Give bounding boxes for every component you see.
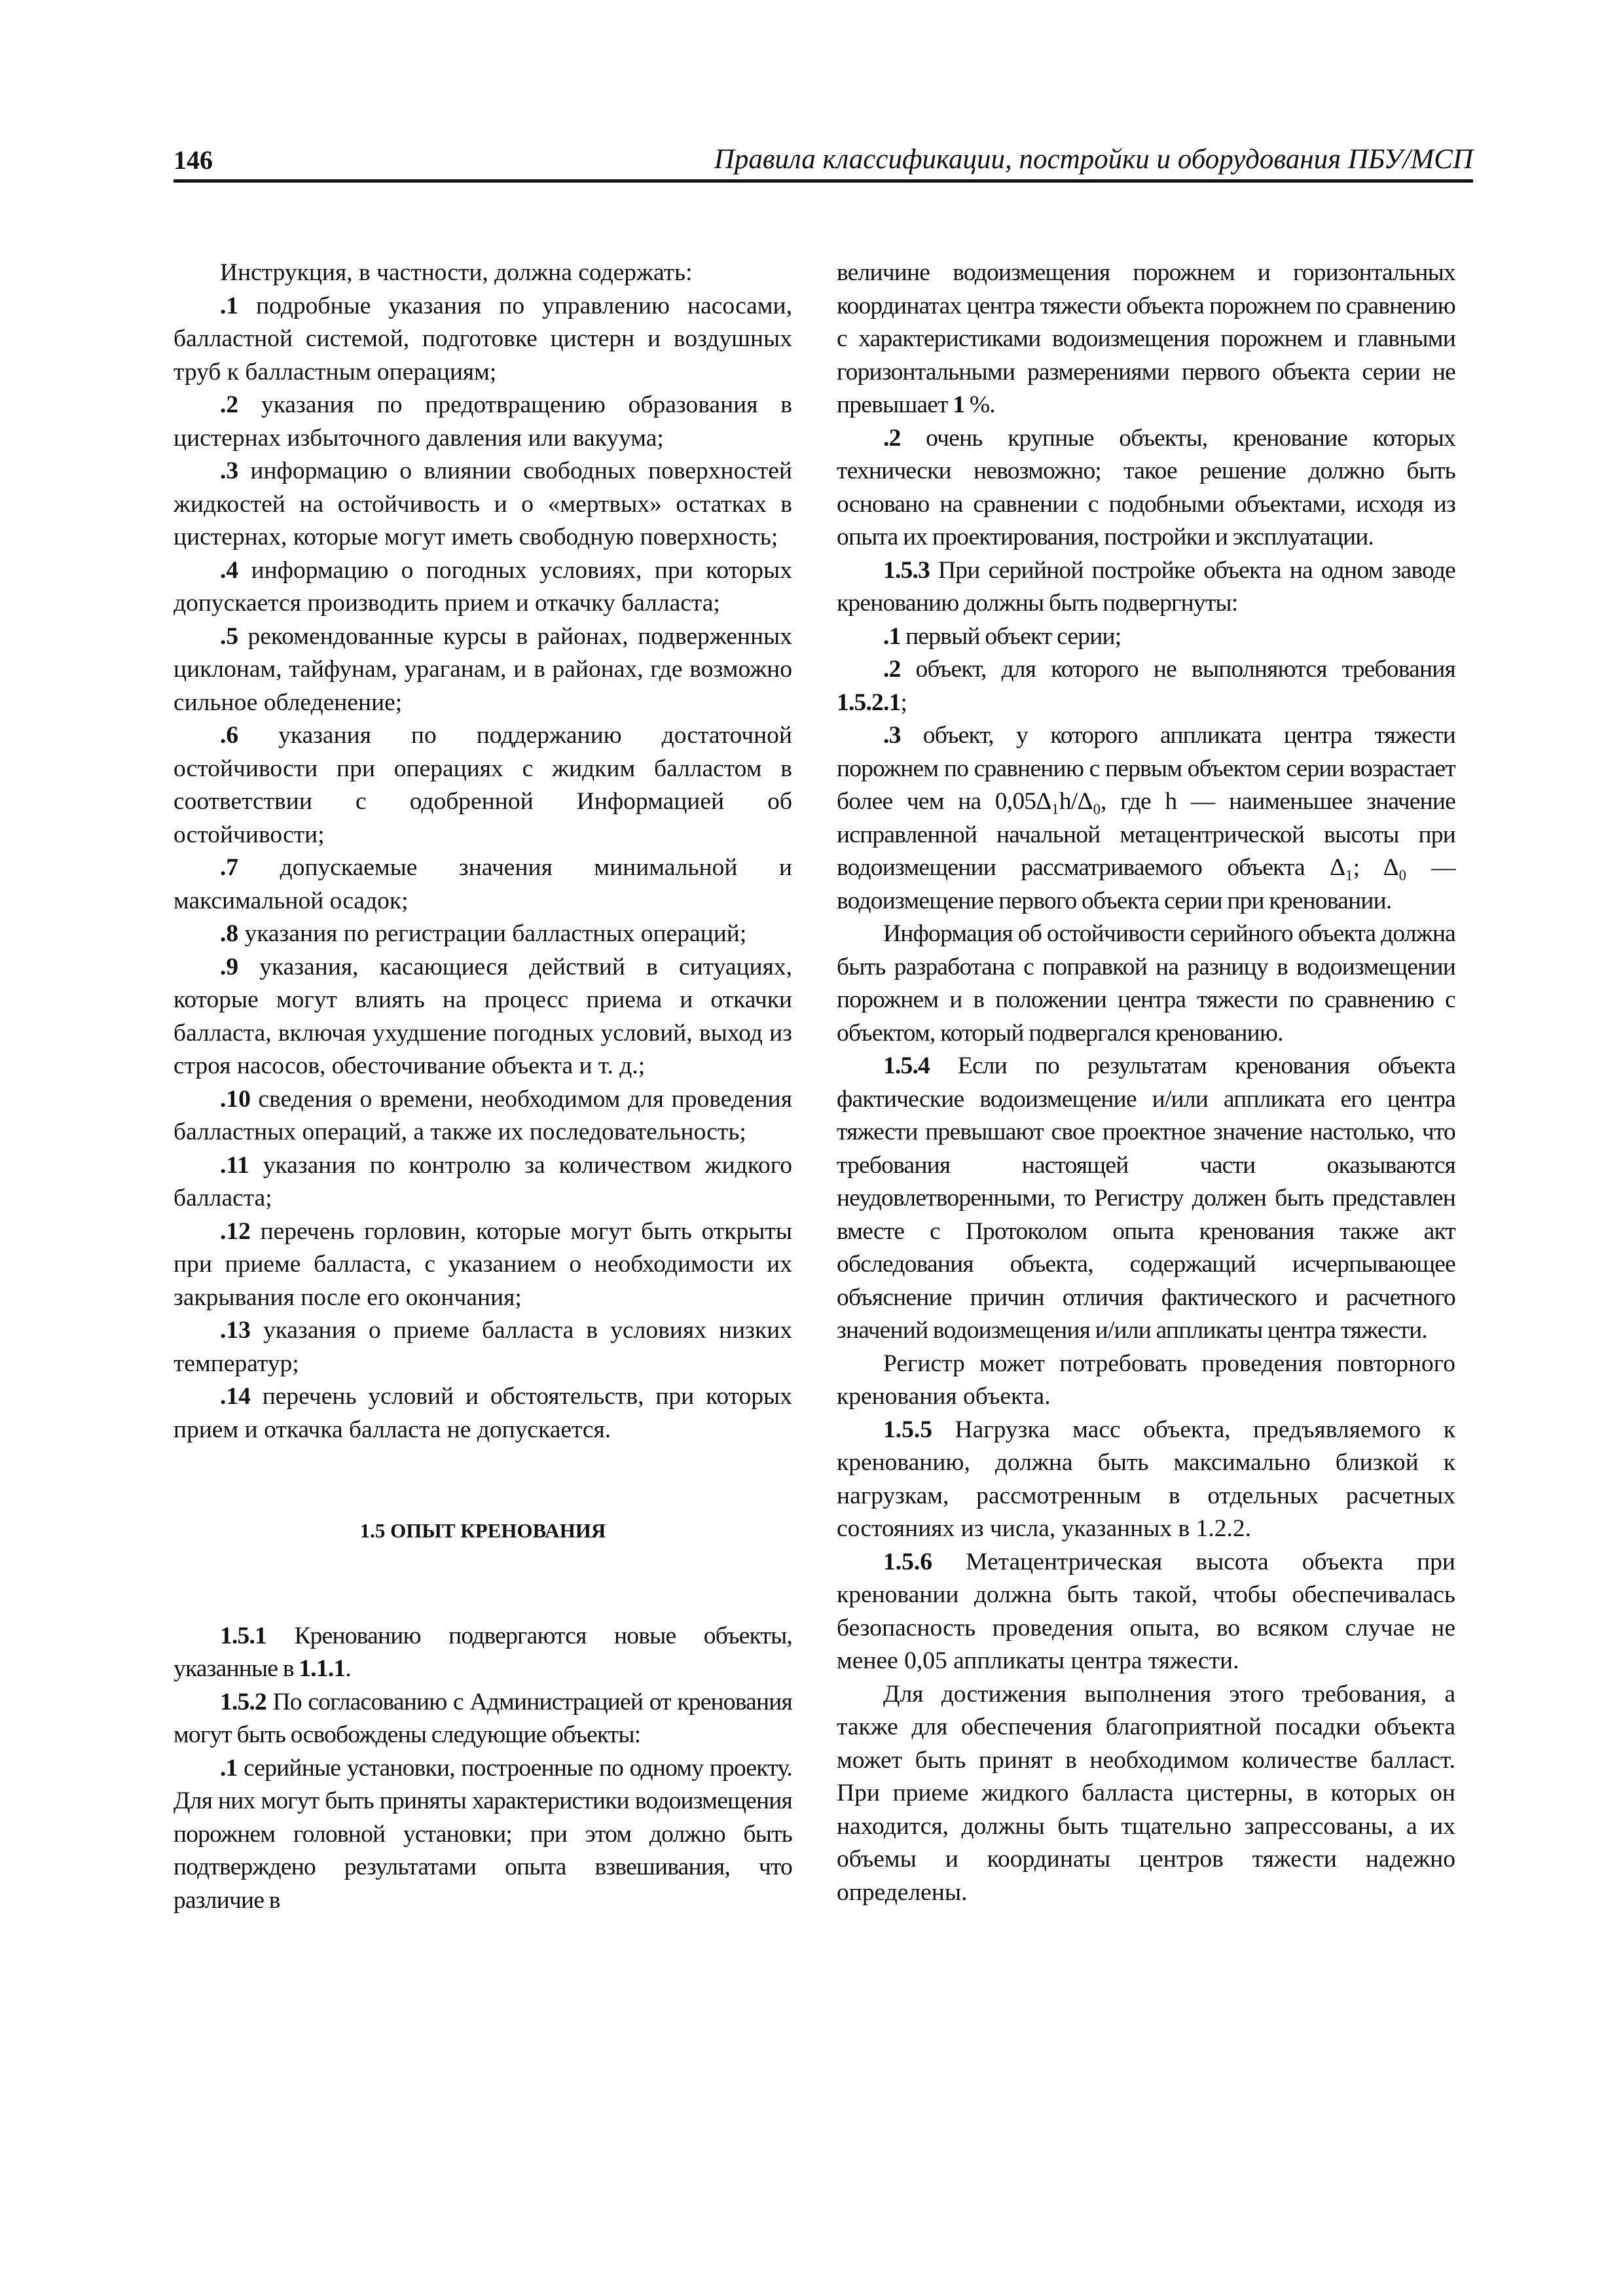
clause-text: Если по результатам кренования объекта фактические водоизмещение и/или аппликата его центра тяжести превышают свое проектное значение настолько, что требования настоящей части оказываются неудовлетворенными, то Регистру должен быть представлен вместе с Протоколом опыта кренования также акт обследования объекта, содержащий исчерпывающее объяснение причин отличия фактического и расчетного значений водоизмещения и/или аппликаты центра тяжести. <box>837 1052 1455 1344</box>
list-item <box>173 1083 792 1149</box>
list-item <box>173 620 792 720</box>
continuation-text: величине водоизмещения порожнем и горизонтальных координатах центра тяжести объекта порожнем по сравнению с характеристиками водоизмещения порожнем и главными горизонтальными размерениями первого объекта серии не превышает <box>837 259 1455 418</box>
item-text: указания по регистрации балластных операций; <box>238 920 747 947</box>
item-text-end: ; <box>900 689 907 716</box>
item-number: .4 <box>220 556 239 584</box>
paragraph-1-5-3 <box>837 554 1455 620</box>
list-item <box>173 1149 792 1215</box>
item-number: .2 <box>883 656 901 683</box>
list-item <box>173 554 792 620</box>
running-title: Правила классификации, постройки и оборудования ПБУ/МСП <box>714 144 1473 175</box>
item-text: указания о приеме балласта в условиях низких температур; <box>173 1317 792 1377</box>
list-item <box>173 852 792 918</box>
list-item <box>173 1314 792 1380</box>
item-text: объект, у которого аппликата центра тяжести порожнем по сравнению с первым объектом серии возрастает более чем на 0,05Δ₁h/Δ₀, где h — наименьшее значение исправленной начальной метацентрической высоты при водоизмещении рассматриваемого объекта Δ₁; Δ₀ — водоизмещение первого объекта серии при креновании. <box>837 722 1455 914</box>
clause-text: Метацентрическая высота объекта при креновании должна быть такой, чтобы обеспечивалась безопасность проведения опыта, во всяком случае не менее 0,05 аппликаты центра тяжести. <box>837 1548 1455 1674</box>
item-number: .12 <box>220 1217 251 1245</box>
clause-number: 1.5.3 <box>883 556 930 584</box>
clause-text: Нагрузка масс объекта, предъявляемого к кренованию, должна быть максимально близкой к нагрузкам, рассмотренным в отдельных расчетных состояниях из числа, указанных в 1.2.2. <box>837 1416 1455 1542</box>
item-text: указания по поддержанию достаточной остойчивости при операциях с жидким балластом в соответствии с одобренной Информацией об остойчивости; <box>173 722 792 848</box>
item-text: первый объект серии; <box>900 622 1122 650</box>
item-text: указания по предотвращению образования в цистернах избыточного давления или вакуума; <box>173 391 792 452</box>
item-number: .5 <box>220 622 239 650</box>
item-number: .1 <box>220 292 239 319</box>
list-item <box>173 455 792 554</box>
paragraph-1-5-3-2 <box>837 653 1455 719</box>
item-text: информацию о погодных условиях, при которых допускается производить прием и откачку балласта; <box>173 556 792 617</box>
paragraph-1-5-6 <box>837 1546 1455 1678</box>
list-item <box>173 1380 792 1446</box>
paragraph-ballast: Для достижения выполнения этого требования, а также для обеспечения благоприятной посадки объекта может быть принят в необходимом количестве балласт. При приеме жидкого балласта цистерны, в которых он находится, должны быть тщательно запрессованы, а их объемы и координаты центров тяжести надежно определены. <box>837 1680 1455 1906</box>
item-text: указания, касающиеся действий в ситуациях, которые могут влиять на процесс приема и откачки балласта, включая ухудшение погодных условий, выход из строя насосов, обесточивание объекта и т. д.; <box>173 953 792 1079</box>
page-number: 146 <box>173 145 213 175</box>
item-text: очень крупные объекты, кренование которых технически невозможно; такое решение должно быть основано на сравнении с подобными объектами, исходя из опыта их проектирования, постройки и эксплуатации. <box>837 424 1455 550</box>
item-number: .9 <box>220 953 239 980</box>
item-text: указания по контролю за количеством жидкого балласта; <box>173 1151 792 1211</box>
item-number: .2 <box>883 424 901 452</box>
item-number: .7 <box>220 854 239 881</box>
item-number: .1 <box>220 1754 238 1782</box>
item-text: сведения о времени, необходимом для проведения балластных операций, а также их последовательность; <box>173 1085 792 1145</box>
item-text: серийные установки, построенные по одному проекту. Для них могут быть приняты характеристики водоизмещения порожнем головной установки; при этом должно быть подтверждено результатами опыта взвешивания, что различие в <box>173 1754 792 1914</box>
paragraph-1-5-2-2 <box>837 422 1455 554</box>
item-text: допускаемые значения минимальной и максимальной осадок; <box>173 854 792 914</box>
section-heading: 1.5 ОПЫТ КРЕНОВАНИЯ <box>359 1519 606 1542</box>
item-text: перечень горловин, которые могут быть открыты при приеме балласта, с указанием о необходимости их закрывания после его окончания; <box>173 1217 792 1311</box>
item-text: перечень условий и обстоятельств, при которых прием и откачка балласта не допускается. <box>173 1383 792 1443</box>
paragraph-1-5-1 <box>173 1620 792 1686</box>
list-item <box>173 1215 792 1315</box>
list-item <box>173 951 792 1083</box>
percent-value: 1 <box>953 391 965 418</box>
right-column <box>837 257 1455 1909</box>
item-number: .2 <box>220 391 239 418</box>
clause-text: При серийной постройке объекта на одном заводе кренованию должны быть подвергнуты: <box>837 556 1455 617</box>
item-number: .3 <box>220 457 239 484</box>
item-number: .6 <box>220 722 239 749</box>
paragraph-1-5-2-1 <box>173 1752 792 1918</box>
paragraph-1-5-3-1 <box>837 620 1455 654</box>
clause-text: По согласованию с Администрацией от кренования могут быть освобождены следующие объекты: <box>173 1688 792 1748</box>
item-number: .11 <box>220 1151 249 1179</box>
instruction-intro: Инструкция, в частности, должна содержать: <box>220 259 693 286</box>
list-item <box>173 918 792 951</box>
item-number: .13 <box>220 1317 251 1344</box>
item-number: .14 <box>220 1383 251 1410</box>
paragraph-stability-info: Информация об остойчивости серийного объекта должна быть разработана с поправкой на разницу в водоизмещении порожнем и в положении центра тяжести по сравнению с объектом, который подвергался кренованию. <box>837 920 1455 1047</box>
item-text: подробные указания по управлению насосами, балластной системой, подготовке цистерн и воздушных труб к балластным операциям; <box>173 292 792 386</box>
list-item <box>173 290 792 389</box>
paragraph-1-5-2 <box>173 1686 792 1752</box>
cross-reference: 1.5.2.1 <box>837 689 901 716</box>
item-text: рекомендованные курсы в районах, подверженных циклонам, тайфунам, ураганам, и в районах, где возможно сильное обледенение; <box>173 622 792 716</box>
continuation-end: %. <box>964 391 995 418</box>
paragraph-continuation <box>837 257 1455 422</box>
paragraph-1-5-4 <box>837 1050 1455 1348</box>
clause-number: 1.5.4 <box>883 1052 930 1079</box>
clause-number: 1.5.2 <box>220 1688 267 1715</box>
paragraph-1-5-3-3 <box>837 719 1455 918</box>
page-header <box>173 137 1473 183</box>
clause-text: Кренованию подвергаются новые объекты, указанные в <box>173 1622 792 1682</box>
list-item <box>173 389 792 455</box>
item-number: .10 <box>220 1085 251 1113</box>
clause-number: 1.5.5 <box>883 1416 932 1443</box>
item-text: информацию о влиянии свободных поверхностей жидкостей на остойчивость и о «мертвых» остатках в цистернах, которые могут иметь свободную поверхность; <box>173 457 792 550</box>
cross-reference: 1.1.1 <box>299 1655 346 1682</box>
clause-number: 1.5.1 <box>220 1622 267 1649</box>
paragraph-1-5-5 <box>837 1414 1455 1546</box>
item-text: объект, для которого не выполняются требования <box>900 656 1455 683</box>
left-column <box>173 257 792 1917</box>
item-number: .1 <box>883 622 901 650</box>
clause-text-end: . <box>345 1655 351 1682</box>
item-number: .8 <box>220 920 239 947</box>
list-item <box>173 719 792 852</box>
item-number: .3 <box>883 722 901 749</box>
clause-number: 1.5.6 <box>883 1548 932 1575</box>
paragraph-register: Регистр может потребовать проведения повторного кренования объекта. <box>837 1350 1455 1410</box>
